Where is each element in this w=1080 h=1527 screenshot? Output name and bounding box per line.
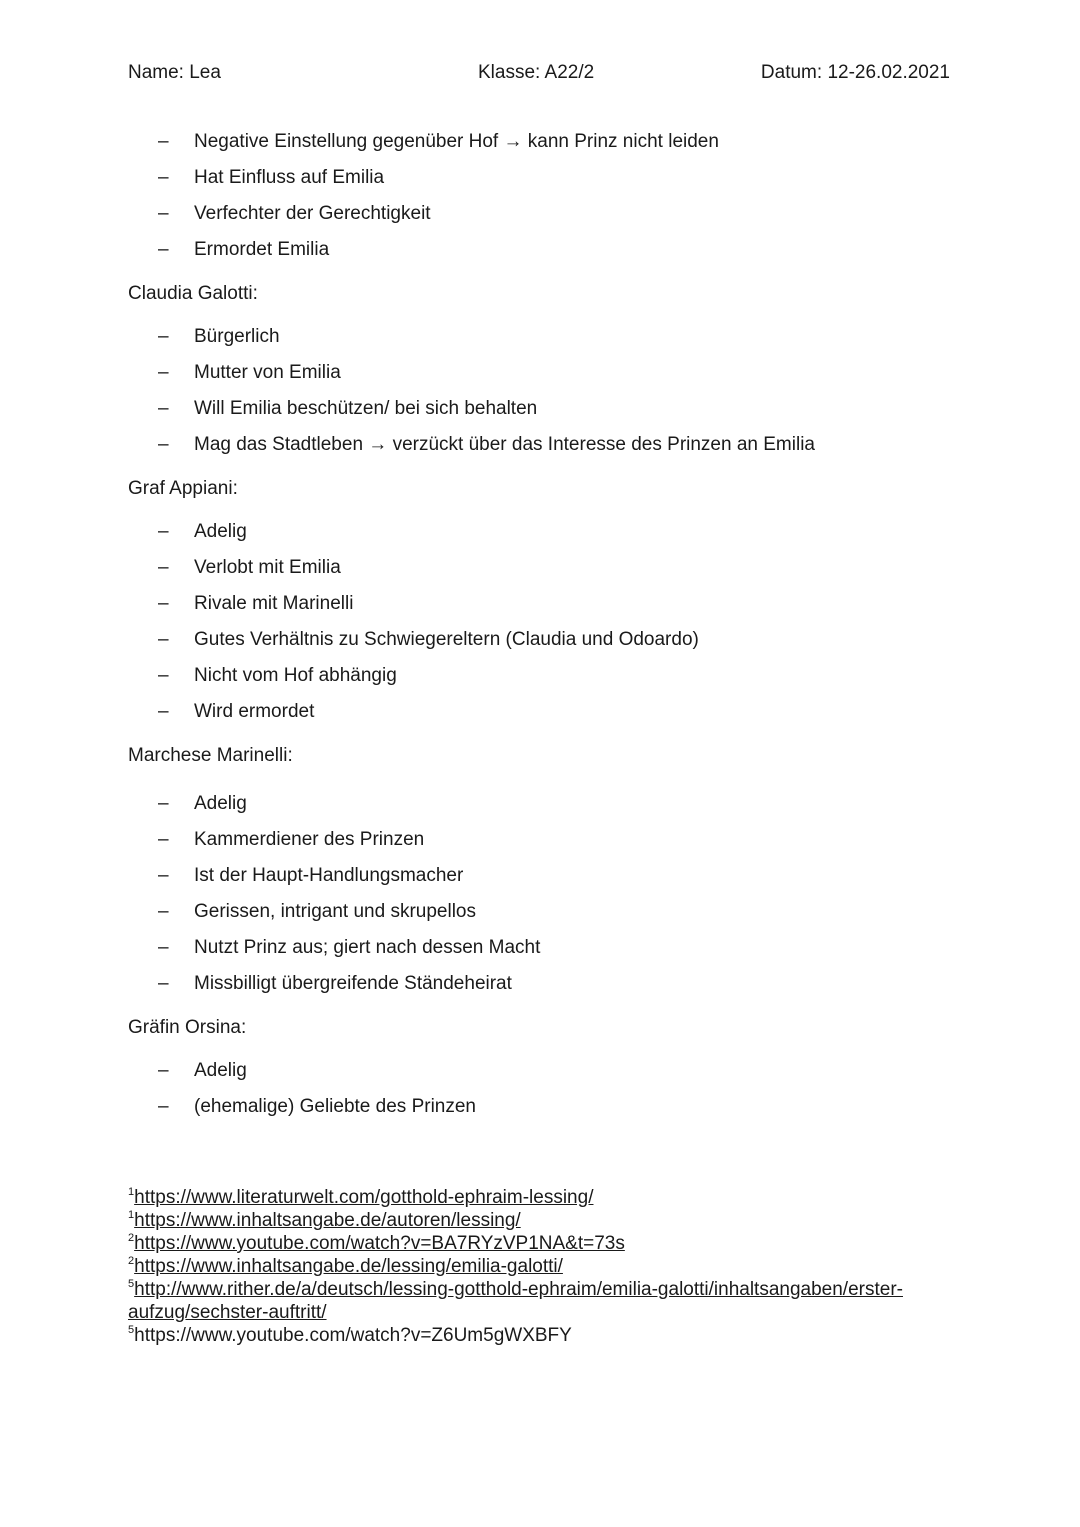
- list-item: [128, 822, 958, 858]
- list-item-text: Nicht vom Hof abhängig: [194, 665, 397, 686]
- list-item-text: Kammerdiener des Prinzen: [194, 829, 425, 850]
- footnote: [128, 1232, 958, 1255]
- list-item: [128, 514, 958, 550]
- list-item-text: Adelig: [194, 521, 247, 542]
- bullet-dash: –: [158, 557, 169, 578]
- list-item-text: Ist der Haupt-Handlungsmacher: [194, 865, 464, 886]
- list-item-text: Nutzt Prinz aus; giert nach dessen Macht: [194, 937, 541, 958]
- bullet-dash: –: [158, 629, 169, 650]
- class-label: Klasse: A22/2: [478, 62, 595, 83]
- list-item-text: Verfechter der Gerechtigkeit: [194, 203, 431, 224]
- list-item-text: (ehemalige) Geliebte des Prinzen: [194, 1096, 476, 1117]
- list-item: [128, 586, 958, 622]
- section-list-claudia: [128, 319, 958, 463]
- list-item-text: Adelig: [194, 1060, 247, 1081]
- footnote-mark: 2: [128, 1255, 135, 1267]
- footnote: [128, 1255, 958, 1278]
- bullet-dash: –: [158, 829, 169, 850]
- bullet-dash: –: [158, 665, 169, 686]
- list-item: [128, 160, 958, 196]
- footnote: [128, 1301, 958, 1324]
- list-item-text: Ermordet Emilia: [194, 239, 330, 260]
- bullet-dash: –: [158, 1096, 169, 1117]
- section-title-appiani: Graf Appiani:: [128, 478, 238, 499]
- list-item-text: Bürgerlich: [194, 326, 280, 347]
- footnote-link[interactable]: https://www.youtube.com/watch?v=BA7RYzVP1NA&t=73s: [134, 1233, 625, 1254]
- student-name: Name: Lea: [128, 62, 221, 83]
- bullet-dash: –: [158, 131, 169, 152]
- section-list-marinelli: [128, 786, 958, 1002]
- list-item-text: Will Emilia beschützen/ bei sich behalten: [194, 398, 538, 419]
- footnote-link-continuation[interactable]: aufzug/sechster-auftritt/: [128, 1302, 327, 1323]
- footnote-link[interactable]: https://www.youtube.com/watch?v=Z6Um5gWXBFY: [134, 1325, 572, 1346]
- list-item: [128, 930, 958, 966]
- intro-list: [128, 124, 958, 268]
- list-item-text: Mutter von Emilia: [194, 362, 341, 383]
- list-item: [128, 658, 958, 694]
- footnote: [128, 1278, 958, 1301]
- list-item: [128, 966, 958, 1002]
- footnote: [128, 1209, 958, 1232]
- list-item-text: Negative Einstellung gegenüber Hof → kann Prinz nicht leiden: [194, 131, 719, 152]
- page-header: [128, 62, 950, 88]
- bullet-dash: –: [158, 973, 169, 994]
- footnote-link[interactable]: https://www.literaturwelt.com/gotthold-ephraim-lessing/: [134, 1187, 594, 1208]
- list-item: [128, 1053, 958, 1089]
- document-body: [128, 124, 958, 1125]
- list-item: [128, 391, 958, 427]
- footnote-mark: 5: [128, 1324, 135, 1336]
- list-item-text: Mag das Stadtleben → verzückt über das Interesse des Prinzen an Emilia: [194, 434, 815, 455]
- section-list-appiani: [128, 514, 958, 730]
- list-item-text: Verlobt mit Emilia: [194, 557, 341, 578]
- footnote-mark: 1: [128, 1209, 135, 1221]
- section-title-orsina: Gräfin Orsina:: [128, 1017, 247, 1038]
- bullet-dash: –: [158, 793, 169, 814]
- section-list-orsina: [128, 1053, 958, 1125]
- section-title-marinelli: Marchese Marinelli:: [128, 745, 293, 766]
- list-item: [128, 355, 958, 391]
- list-item: [128, 858, 958, 894]
- list-item-text: Wird ermordet: [194, 701, 315, 722]
- list-item: [128, 786, 958, 822]
- list-item-text: Rivale mit Marinelli: [194, 593, 354, 614]
- bullet-dash: –: [158, 937, 169, 958]
- list-item: [128, 232, 958, 268]
- list-item: [128, 894, 958, 930]
- footnote: [128, 1186, 958, 1209]
- bullet-dash: –: [158, 326, 169, 347]
- footnote: [128, 1324, 958, 1347]
- bullet-dash: –: [158, 901, 169, 922]
- bullet-dash: –: [158, 593, 169, 614]
- bullet-dash: –: [158, 865, 169, 886]
- list-item-text: Missbilligt übergreifende Ständeheirat: [194, 973, 512, 994]
- bullet-dash: –: [158, 434, 169, 455]
- list-item: [128, 427, 958, 463]
- list-item: [128, 319, 958, 355]
- bullet-dash: –: [158, 362, 169, 383]
- list-item-text: Gerissen, intrigant und skrupellos: [194, 901, 476, 922]
- list-item: [128, 196, 958, 232]
- list-item-text: Gutes Verhältnis zu Schwiegereltern (Claudia und Odoardo): [194, 629, 699, 650]
- footnote-mark: 5: [128, 1278, 135, 1290]
- footnote-mark: 1: [128, 1186, 135, 1198]
- bullet-dash: –: [158, 1060, 169, 1081]
- section-title-claudia: Claudia Galotti:: [128, 283, 258, 304]
- list-item-text: Adelig: [194, 793, 247, 814]
- footnote-link[interactable]: https://www.inhaltsangabe.de/lessing/emilia-galotti/: [134, 1256, 563, 1277]
- footnote-link[interactable]: https://www.inhaltsangabe.de/autoren/lessing/: [134, 1210, 521, 1231]
- list-item-text: Hat Einfluss auf Emilia: [194, 167, 385, 188]
- bullet-dash: –: [158, 701, 169, 722]
- footnote-link[interactable]: http://www.rither.de/a/deutsch/lessing-gotthold-ephraim/emilia-galotti/inhaltsangaben/erster-: [134, 1279, 903, 1300]
- list-item: [128, 1089, 958, 1125]
- list-item: [128, 124, 958, 160]
- bullet-dash: –: [158, 398, 169, 419]
- list-item: [128, 550, 958, 586]
- date-label: Datum: 12-26.02.2021: [760, 62, 950, 83]
- footnote-mark: 2: [128, 1232, 135, 1244]
- bullet-dash: –: [158, 521, 169, 542]
- list-item: [128, 622, 958, 658]
- footnotes: [128, 1186, 958, 1347]
- bullet-dash: –: [158, 167, 169, 188]
- bullet-dash: –: [158, 239, 169, 260]
- bullet-dash: –: [158, 203, 169, 224]
- list-item: [128, 694, 958, 730]
